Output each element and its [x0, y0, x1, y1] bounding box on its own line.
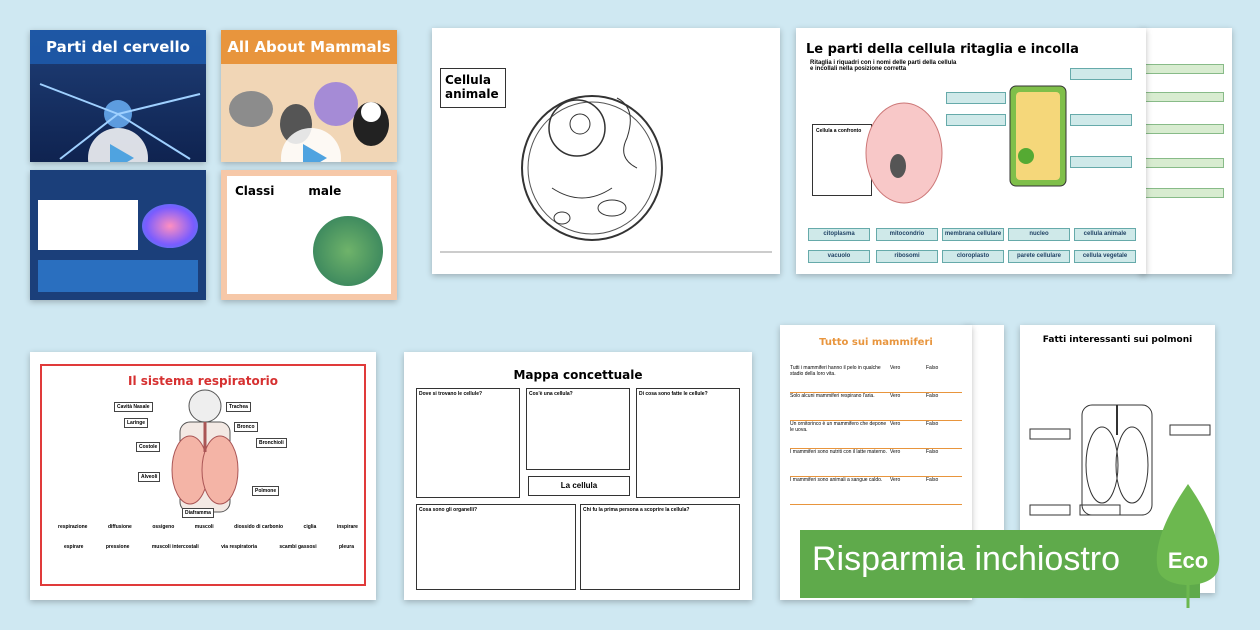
label-ribs: Costole [136, 442, 160, 452]
lungs-diagram [30, 352, 376, 600]
true-option[interactable]: Vero [890, 393, 901, 399]
true-option[interactable]: Vero [890, 449, 901, 455]
cut-paste-worksheet[interactable] [796, 28, 1146, 274]
statement-text: I mammiferi sono nutriti con il latte materno. [790, 449, 887, 455]
footer-panel [38, 260, 198, 292]
blank-label [946, 114, 1006, 126]
text-panel [38, 200, 138, 250]
question-box[interactable]: Chi fu la prima persona a scoprire la cellula? [580, 504, 740, 590]
word-bank-row [58, 524, 358, 530]
word: inspirare [336, 524, 358, 530]
worksheet-back-page [1140, 28, 1232, 274]
eco-banner [800, 530, 1200, 598]
word-chip[interactable]: nucleo [1008, 228, 1070, 241]
word: pleura [338, 544, 354, 550]
slide-subtitle-end: male [308, 184, 342, 198]
respiratory-worksheet[interactable] [30, 352, 376, 600]
word: ossigeno [152, 524, 175, 530]
label-diaphragm: Diaframma [182, 508, 214, 518]
question-box[interactable]: Cosa sono gli organelli? [416, 504, 576, 590]
label-bronchus: Bronco [234, 422, 258, 432]
question-box[interactable]: Dove si trovano le cellule? [416, 388, 520, 498]
label-alveoli: Alveoli [138, 472, 160, 482]
true-option[interactable]: Vero [890, 477, 901, 483]
true-option[interactable]: Vero [890, 421, 901, 427]
blank-label [1070, 68, 1132, 80]
question-box[interactable]: Di cosa sono fatte le cellule? [636, 388, 740, 498]
word-chip[interactable]: membrana cellulare [942, 228, 1004, 241]
brain-slide-card[interactable] [30, 30, 206, 162]
cell-title: Cellula animale [440, 68, 506, 108]
worksheet-title: Mappa concettuale [513, 368, 643, 382]
statement-text: Un ornitorinco è un mammifero che depone le uova. [790, 421, 887, 433]
word: diffusione [107, 524, 132, 530]
leaf-icon [1148, 480, 1228, 610]
worksheet-title: Tutto sui mammiferi [819, 337, 933, 348]
center-concept: La cellula [528, 476, 630, 496]
word-bank-row [64, 544, 354, 550]
text-panel [227, 176, 391, 294]
mammals-info-slide [221, 170, 397, 300]
statement-text: Solo alcuni mammiferi respirano l'aria. [790, 393, 875, 399]
question-box[interactable]: Cos'è una cellula? [526, 388, 630, 470]
statement-row [790, 365, 962, 393]
answer-row [1144, 92, 1224, 102]
worksheet-title: Il sistema respiratorio [128, 374, 278, 388]
answer-row [1144, 158, 1224, 168]
worksheet-title: Le parti della cellula ritaglia e incolla [806, 42, 1079, 57]
word-chip[interactable]: cloroplasto [942, 250, 1004, 263]
word: diossido di carbonio [234, 524, 284, 530]
mammals-slide-card[interactable] [221, 30, 397, 162]
cell-diagram [432, 28, 780, 274]
cell-worksheet[interactable] [432, 28, 780, 274]
answer-row [1144, 64, 1224, 74]
statement-row [790, 449, 962, 477]
false-option[interactable]: Falso [926, 449, 939, 455]
false-option[interactable]: Falso [926, 477, 939, 483]
false-option[interactable]: Falso [926, 365, 939, 371]
blank-label [1070, 114, 1132, 126]
brain-slide-title: Parti del cervello [30, 30, 206, 64]
mammals-slide-title: All About Mammals [221, 30, 397, 64]
comparison-box: Cellula a confronto [812, 124, 872, 196]
false-option[interactable]: Falso [926, 421, 939, 427]
slide-subtitle-start: Classi [235, 184, 275, 198]
word: pressione [105, 544, 130, 550]
globe-image [313, 216, 383, 286]
word: ciglia [303, 524, 317, 530]
word: via respiratoria [221, 544, 257, 550]
answer-row [1144, 124, 1224, 134]
word: espirare [64, 544, 84, 550]
word-chip[interactable]: vacuolo [808, 250, 870, 263]
instructions: Ritaglia i riquadri con i nomi delle parti della cellula e incollali nella posizione corretta [810, 60, 957, 72]
word: respirazione [58, 524, 88, 530]
statement-row [790, 393, 962, 421]
word: scambi gassosi [279, 544, 317, 550]
word-chip[interactable]: cellula animale [1074, 228, 1136, 241]
statement-row [790, 421, 962, 449]
word-chip[interactable]: ribosomi [876, 250, 938, 263]
answer-row [1144, 188, 1224, 198]
brain-info-slide [30, 170, 206, 300]
word: muscoli intercostali [151, 544, 199, 550]
statement-text: Tutti i mammiferi hanno il pelo in qualche stadio della loro vita. [790, 365, 881, 377]
eco-label: Eco [1167, 548, 1209, 573]
false-option[interactable]: Falso [926, 393, 939, 399]
word: muscoli [194, 524, 214, 530]
label-larynx: Laringe [124, 418, 148, 428]
statement-row [790, 477, 962, 505]
worksheet-title: Fatti interessanti sui polmoni [1042, 335, 1193, 345]
true-option[interactable]: Vero [890, 365, 901, 371]
word-chip[interactable]: citoplasma [808, 228, 870, 241]
statements-list [790, 365, 962, 505]
blank-label [1070, 156, 1132, 168]
statement-text: I mammiferi sono animali a sangue caldo. [790, 477, 883, 483]
banner-text: Risparmia inchiostro [812, 540, 1120, 578]
label-trachea: Trachea [226, 402, 251, 412]
blank-label [946, 92, 1006, 104]
label-nasal-cavity: Cavità Nasale [114, 402, 153, 412]
word-chip[interactable]: cellula vegetale [1074, 250, 1136, 263]
word-chip[interactable]: parete cellulare [1008, 250, 1070, 263]
concept-map-worksheet[interactable] [404, 352, 752, 600]
brain-icon [142, 204, 198, 248]
label-lung: Polmone [252, 486, 279, 496]
word-chip[interactable]: mitocondrio [876, 228, 938, 241]
label-bronchioles: Bronchioli [256, 438, 287, 448]
